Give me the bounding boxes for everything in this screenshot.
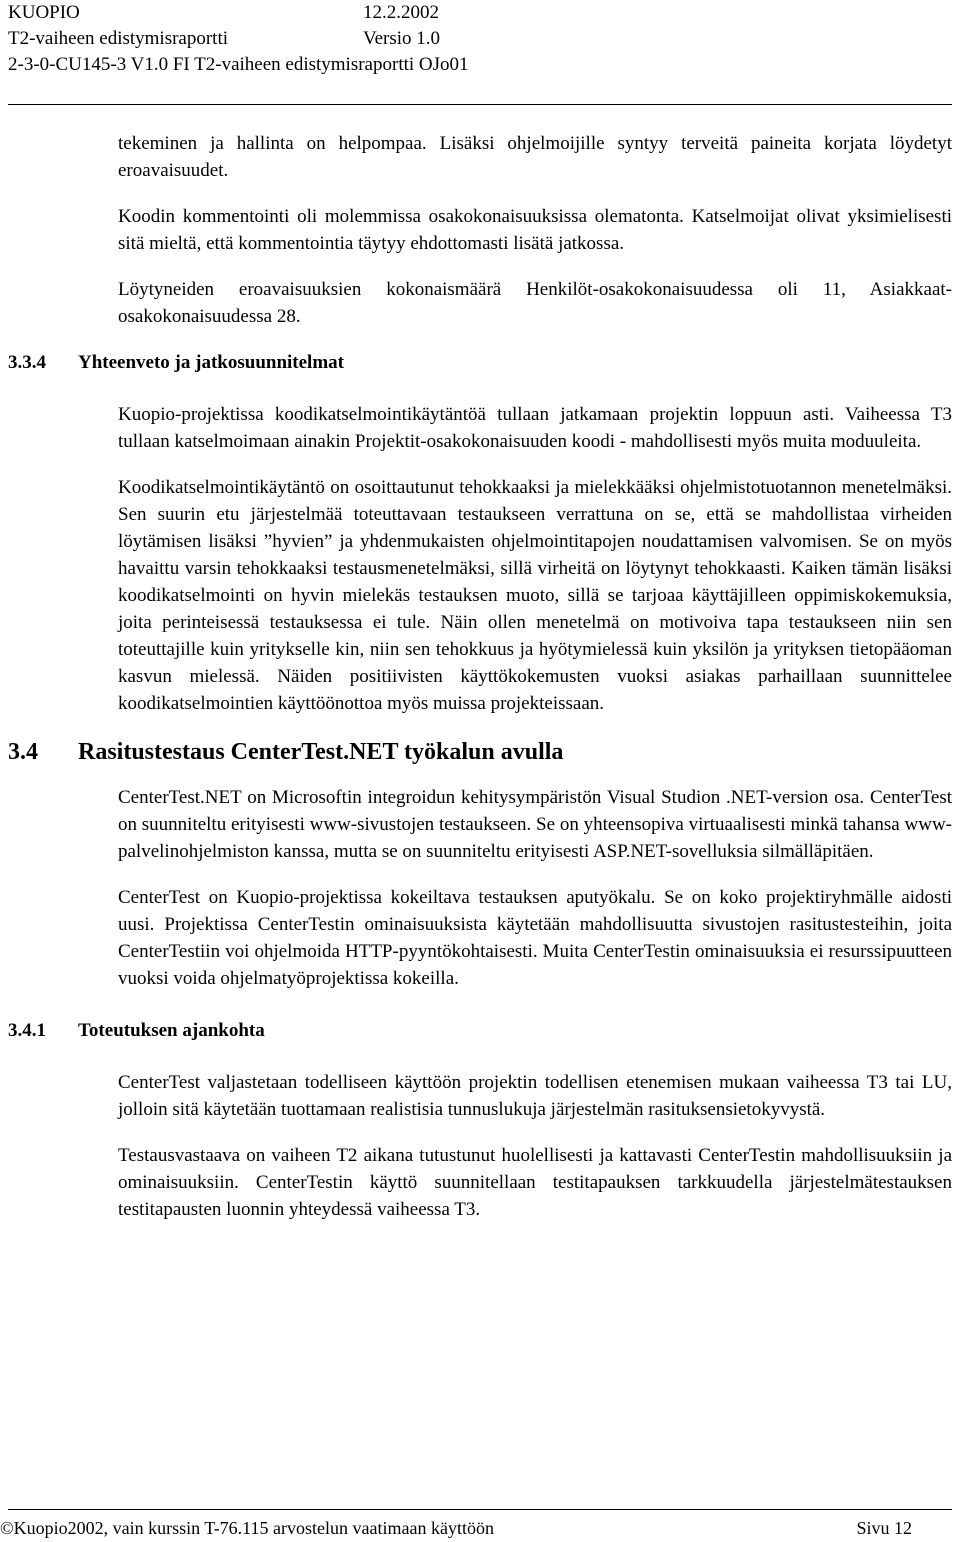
document-body	[8, 130, 952, 1223]
page-footer	[0, 1515, 912, 1542]
footer-divider	[8, 1509, 952, 1510]
section-heading-3-3-4	[8, 349, 952, 376]
page-header	[8, 0, 952, 78]
paragraph: CenterTest.NET on Microsoftin integroidun kehitysympäristön Visual Studion .NET-version osa. CenterTest on suunniteltu erityisesti www-sivustojen testaukseen. Se on yhteensopiva virtuaalisesti minkä tahansa www-palvelinohjelmiston kanssa, mutta se on suunniteltu erityisesti ASP.NET-sovelluksia silmälläpitäen.	[118, 787, 952, 862]
header-row-2	[8, 26, 952, 52]
section-title: Rasitustestaus CenterTest.NET työkalun avulla	[78, 739, 564, 765]
section-number: 3.3.4	[8, 352, 46, 373]
header-row-3	[8, 52, 952, 78]
header-document-id: 2-3-0-CU145-3 V1.0 FI T2-vaiheen edistymisraportti OJo01	[8, 54, 469, 75]
header-version: Versio 1.0	[363, 28, 441, 49]
section-title: Toteutuksen ajankohta	[78, 1020, 265, 1041]
paragraph: Kuopio-projektissa koodikatselmointikäytäntöä tullaan jatkamaan projektin loppuun asti. Vaiheessa T3 tullaan katselmoimaan ainakin Projektit-osakokonaisuuden koodi - mahdollisesti myös muita moduuleita.	[118, 404, 952, 452]
paragraph: CenterTest on Kuopio-projektissa kokeiltava testauksen aputyökalu. Se on koko projektiryhmälle aidosti uusi. Projektissa CenterTestin ominaisuuksista käytetään mahdollisuutta sivustojen rasitustesteihin, joita CenterTestiin voi ohjelmoida HTTP-pyyntökohtaisesti. Muita CenterTestin ominaisuuksia ei resurssipuutteen vuoksi voida ohjelmatyöprojektissa kokeilla.	[118, 887, 952, 989]
header-date: 12.2.2002	[363, 2, 439, 23]
section-title: Yhteenveto ja jatkosuunnitelmat	[78, 352, 344, 373]
header-document-title: T2-vaiheen edistymisraportti	[8, 28, 229, 49]
paragraph: tekeminen ja hallinta on helpompaa. Lisäksi ohjelmoijille syntyy terveitä paineita korjata löydetyt eroavaisuudet.	[118, 133, 952, 181]
footer-copyright: ©Kuopio2002, vain kurssin T-76.115 arvostelun vaatimaan käyttöön	[0, 1518, 494, 1538]
section-heading-3-4	[8, 735, 952, 769]
section-number: 3.4	[8, 739, 38, 765]
section-number: 3.4.1	[8, 1020, 46, 1041]
paragraph: Testausvastaava on vaiheen T2 aikana tutustunut huolellisesti ja kattavasti CenterTestin mahdollisuuksiin ja ominaisuuksiin. CenterTestin käyttö suunnitellaan testitapauksen tarkkuudella järjestelmätestauksen testitapausten luonnin yhteydessä vaiheessa T3.	[118, 1145, 952, 1220]
paragraph: Koodin kommentointi oli molemmissa osakokonaisuuksissa olematonta. Katselmoijat olivat yksimielisesti sitä mieltä, että kommentointia täytyy ehdottomasti lisätä jatkossa.	[118, 206, 952, 254]
header-divider	[8, 104, 952, 105]
footer-page-number: Sivu 12	[856, 1518, 912, 1538]
paragraph: Koodikatselmointikäytäntö on osoittautunut tehokkaaksi ja mielekkääksi ohjelmistotuotannon menetelmäksi. Sen suurin etu järjestelmää toteuttavaan testaukseen verrattuna on se, että se mahdollistaa virheiden löytämisen lisäksi ”hyvien” ja yhdenmukaisten ohjelmointitapojen noudattamisen valvomisen. Se on myös havaittu varsin tehokkaaksi testausmenetelmäksi, sillä virheitä on löytynyt tehokkaasti. Kaiken tämän lisäksi koodikatselmointi on hyvin mielekäs testauksen muoto, sillä se tarjoaa käyttäjilleen oppimiskokemuksia, joita perinteisessä testauksessa ei tule. Näin ollen menetelmä on motivoiva tapa testaukseen niin sen toteuttajille kuin yritykselle kin, niin sen tehokkuus ja hyötymielessä kuin yksilön ja yrityksen tietopääoman kasvun mielessä. Näiden positiivisten käyttökokemusten vuoksi asiakas parhaillaan suunnittelee koodikatselmointien käyttöönottoa myös muissa projekteissaan.	[118, 477, 952, 714]
paragraph: CenterTest valjastetaan todelliseen käyttöön projektin todellisen etenemisen mukaan vaiheessa T3 tai LU, jolloin sitä käytetään tuottamaan realistisia tunnuslukuja järjestelmän rasituksensietokyvystä.	[118, 1072, 952, 1120]
section-heading-3-4-1	[8, 1017, 952, 1044]
header-row-1	[8, 0, 952, 26]
header-organization: KUOPIO	[8, 2, 80, 23]
paragraph: Löytyneiden eroavaisuuksien kokonaismäärä Henkilöt-osakokonaisuudessa oli 11, Asiakkaat-osakokonaisuudessa 28.	[118, 279, 952, 327]
